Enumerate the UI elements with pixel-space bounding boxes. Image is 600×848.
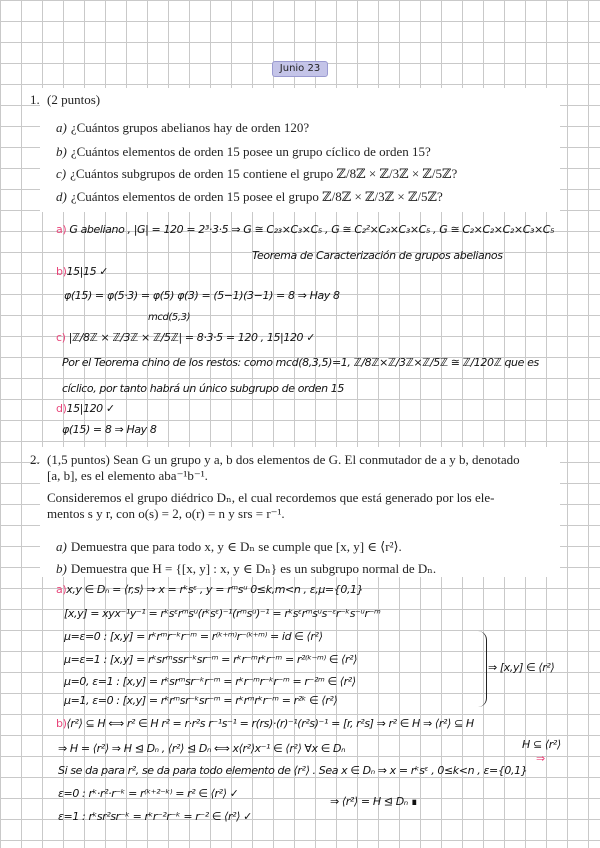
item-label: a) bbox=[56, 120, 67, 135]
item-label: d) bbox=[56, 189, 67, 204]
page-title: Junio 23 bbox=[272, 61, 328, 77]
answer-label: d) bbox=[56, 402, 67, 415]
answer-2a-line1: a)x,y ∈ Dₙ = ⟨r,s⟩ ⇒ x = rᵏsᵋ , y = rᵐsᵘ 0≤k,m<n , ε,μ={0,1} bbox=[56, 583, 364, 596]
answer-2a-case3: μ=0, ε=1 : [x,y] = rᵏsrᵐsr⁻ᵏr⁻ᵐ = rᵏr⁻ᵐr⁻ᵏr⁻ᵐ = r⁻²ᵐ ∈ ⟨r²⟩ bbox=[64, 675, 356, 688]
item-label: b) bbox=[56, 144, 67, 159]
answer-2b-case2: ε=1 : rᵏsr²sr⁻ᵏ = rᵏr⁻²r⁻ᵏ = r⁻² ∈ ⟨r²⟩ ✓ bbox=[58, 810, 252, 823]
answer-2a-brace bbox=[478, 631, 487, 707]
answer-1c-line2: Por el Teorema chino de los restos: como mcd(8,3,5)=1, ℤ/8ℤ×ℤ/3ℤ×ℤ/5ℤ ≅ ℤ/120ℤ que es bbox=[62, 356, 539, 369]
answer-label: b) bbox=[56, 717, 67, 730]
answer-2b-case1: ε=0 : rᵏ·r²·r⁻ᵏ = r⁽ᵏ⁺²⁻ᵏ⁾ = r² ∈ ⟨r²⟩ ✓ bbox=[58, 787, 239, 800]
answer-2b-conclusion: ⇒ ⟨r²⟩ = H ⊴ Dₙ ∎ bbox=[330, 795, 418, 808]
problem2-item-a bbox=[56, 539, 402, 555]
item-text: ¿Cuántos grupos abelianos hay de orden 120? bbox=[70, 120, 310, 135]
answer-label: a) bbox=[56, 583, 67, 596]
answer-2b-line3: Si se da para r², se da para todo elemento de ⟨r²⟩ . Sea x ∈ Dₙ ⇒ x = rᵏsᵋ , 0≤k<n , ε={0,1} bbox=[58, 764, 528, 777]
problem2-statement-line1: (1,5 puntos) Sean G un grupo y a, b dos elementos de G. El conmutador de a y b, denotado bbox=[47, 452, 520, 467]
problem2-item-b bbox=[56, 561, 436, 577]
problem2-number: 2. bbox=[30, 452, 40, 467]
answer-1d-line1: d)15|120 ✓ bbox=[56, 402, 115, 415]
problem1-item-b bbox=[56, 144, 431, 160]
problem1-item-c bbox=[56, 166, 457, 182]
answer-1b-line2: φ(15) = φ(5·3) = φ(5) φ(3) = (5−1)(3−1) = 8 ⇒ Hay 8 bbox=[64, 289, 340, 302]
item-text: ¿Cuántos subgrupos de orden 15 contiene el grupo ℤ/8ℤ × ℤ/3ℤ × ℤ/5ℤ? bbox=[70, 166, 458, 181]
answer-2b-side-note: H ⊆ ⟨r²⟩ bbox=[522, 738, 561, 751]
answer-2a-case2: μ=ε=1 : [x,y] = rᵏsrᵐssr⁻ᵏsr⁻ᵐ = rᵏr⁻ᵐrᵏr⁻ᵐ = r²⁽ᵏ⁻ᵐ⁾ ∈ ⟨r²⟩ bbox=[64, 653, 358, 666]
item-label: c) bbox=[56, 166, 67, 181]
problem2-statement-line2: [a, b], es el elemento aba⁻¹b⁻¹. bbox=[47, 468, 208, 483]
item-text: Demuestra que para todo x, y ∈ Dₙ se cumple que [x, y] ∈ ⟨r²⟩. bbox=[70, 539, 402, 554]
problem1-item-d bbox=[56, 189, 443, 205]
item-text: ¿Cuántos elementos de orden 15 posee el grupo ℤ/8ℤ × ℤ/3ℤ × ℤ/5ℤ? bbox=[70, 189, 443, 204]
answer-1a-theorem: Teorema de Caracterización de grupos abelianos bbox=[252, 249, 503, 262]
answer-2b-line2: ⇒ H = ⟨r²⟩ ⇒ H ⊴ Dₙ , ⟨r²⟩ ⊴ Dₙ ⟺ x⟨r²⟩x⁻¹ ∈ ⟨r²⟩ ∀x ∈ Dₙ bbox=[58, 742, 346, 755]
item-label: a) bbox=[56, 539, 67, 554]
answer-1c-line1: c) |ℤ/8ℤ × ℤ/3ℤ × ℤ/5ℤ| = 8·3·5 = 120 , 15|120 ✓ bbox=[56, 331, 316, 344]
problem2-context-line2: mentos s y r, con o(s) = 2, o(r) = n y srs = r⁻¹. bbox=[47, 506, 285, 521]
answer-2a-line2: [x,y] = xyx⁻¹y⁻¹ = rᵏsᵋrᵐsᵘ(rᵏsᵋ)⁻¹(rᵐsᵘ)⁻¹ = rᵏsᵋrᵐsᵘs⁻ᵋr⁻ᵏs⁻ᵘr⁻ᵐ bbox=[64, 607, 381, 620]
problem1-points: (2 puntos) bbox=[47, 92, 101, 107]
answer-label: c) bbox=[56, 331, 66, 344]
item-text: Demuestra que H = {[x, y] : x, y ∈ Dₙ} es un subgrupo normal de Dₙ. bbox=[70, 561, 437, 576]
answer-1b-note: mcd(5,3) bbox=[148, 312, 191, 323]
answer-1b-line1: b)15|15 ✓ bbox=[56, 265, 109, 278]
answer-label: a) bbox=[56, 223, 67, 236]
answer-1d-line2: φ(15) = 8 ⇒ Hay 8 bbox=[62, 423, 157, 436]
answer-2a-conclusion: ⇒ [x,y] ∈ ⟨r²⟩ bbox=[488, 661, 555, 674]
answer-2b-side-arrow: ⇒ bbox=[536, 752, 545, 765]
answer-1c-line3: cíclico, por tanto habrá un único subgrupo de orden 15 bbox=[62, 382, 344, 395]
answer-2a-case1: μ=ε=0 : [x,y] = rᵏrᵐr⁻ᵏr⁻ᵐ = r⁽ᵏ⁺ᵐ⁾r⁻⁽ᵏ⁺ᵐ⁾ = id ∈ ⟨r²⟩ bbox=[64, 630, 323, 643]
answer-2a-case4: μ=1, ε=0 : [x,y] = rᵏrᵐsr⁻ᵏsr⁻ᵐ = rᵏrᵐrᵏr⁻ᵐ = r²ᵏ ∈ ⟨r²⟩ bbox=[64, 694, 338, 707]
problem1-number: 1. bbox=[30, 92, 40, 107]
answer-2b-line1: b)⟨r²⟩ ⊆ H ⟺ r² ∈ H r² = r·r²s r⁻¹s⁻¹ = r(rs)·(r)⁻¹(r²s)⁻¹ = [r, r²s] ⇒ r² ∈ H ⇒ ⟨r²⟩ ⊆ H bbox=[56, 717, 474, 730]
problem1-item-a bbox=[56, 120, 309, 136]
item-label: b) bbox=[56, 561, 67, 576]
problem2-context-line1: Consideremos el grupo diédrico Dₙ, el cual recordemos que está generado por los ele- bbox=[47, 490, 495, 505]
item-text: ¿Cuántos elementos de orden 15 posee un grupo cíclico de orden 15? bbox=[70, 144, 431, 159]
answer-1a-line1: a) G abeliano , |G| = 120 = 2³·3·5 ⇒ G ≅ C₂₃×C₃×C₅ , G ≅ C₂²×C₂×C₃×C₅ , G ≅ C₂×C₂×C₂×C₃×C₅ bbox=[56, 223, 555, 236]
answer-label: b) bbox=[56, 265, 67, 278]
